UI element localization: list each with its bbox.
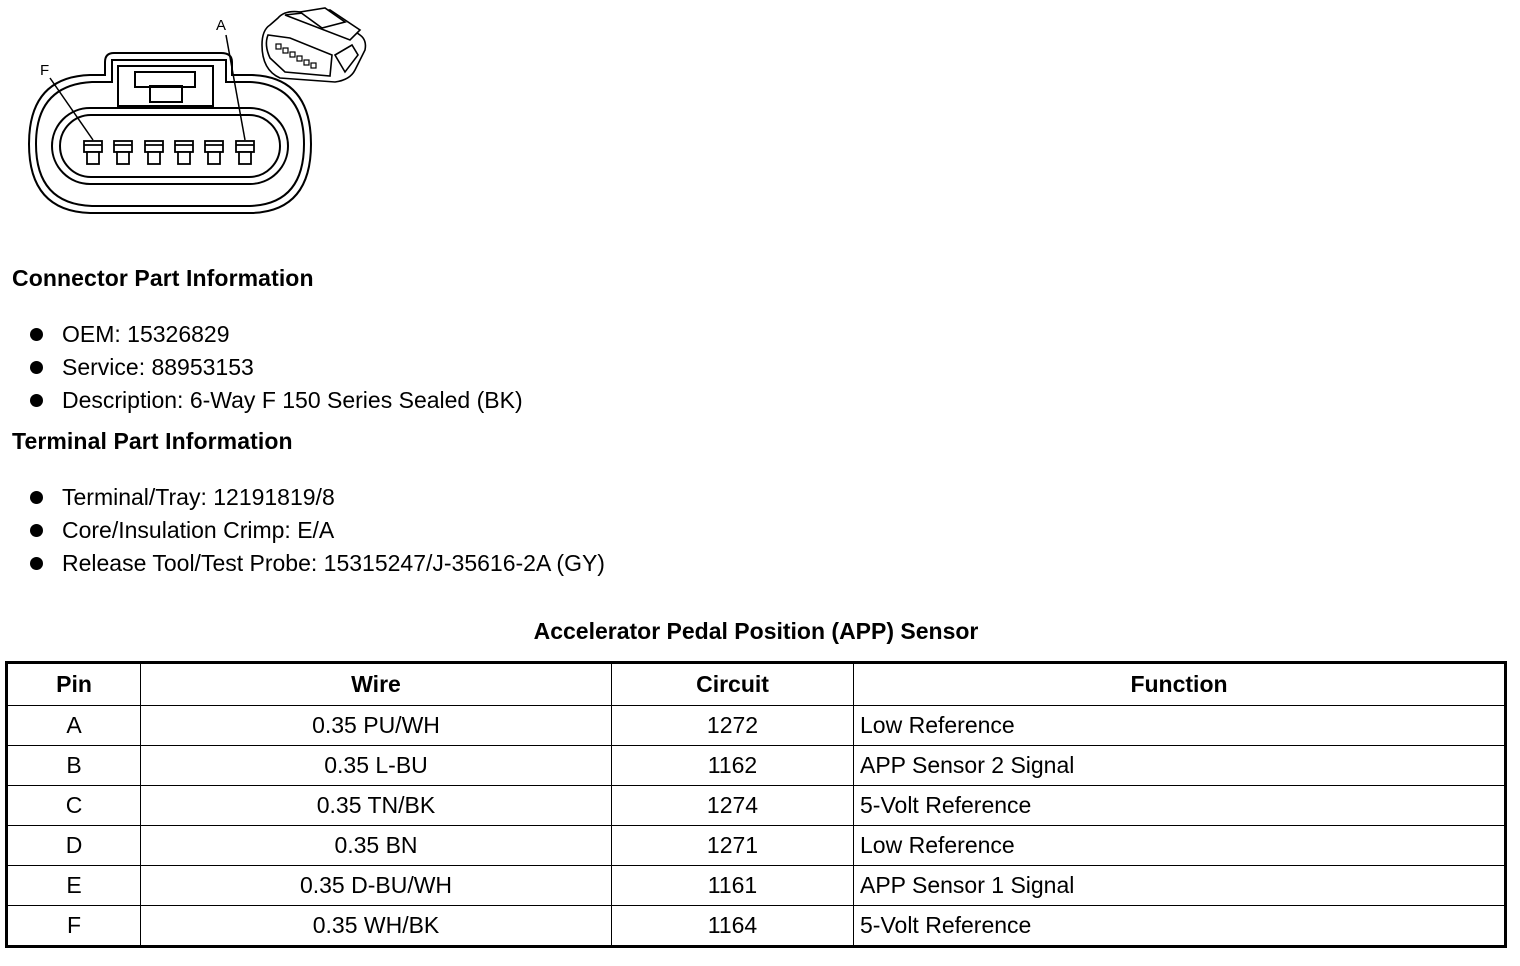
pin-terminals xyxy=(84,141,254,164)
table-row xyxy=(7,746,1506,786)
cell-circuit: 1272 xyxy=(612,706,854,746)
header-pin: Pin xyxy=(7,663,141,706)
cell-pin: D xyxy=(7,826,141,866)
terminal-b xyxy=(205,141,223,164)
cell-pin: B xyxy=(7,746,141,786)
table-row xyxy=(7,786,1506,826)
cell-wire: 0.35 BN xyxy=(141,826,612,866)
table-row xyxy=(7,866,1506,906)
list-item-crimp: Core/Insulation Crimp: E/A xyxy=(28,514,605,547)
cell-wire: 0.35 WH/BK xyxy=(141,906,612,947)
header-circuit: Circuit xyxy=(612,663,854,706)
cell-function: 5-Volt Reference xyxy=(854,906,1506,947)
cell-circuit: 1161 xyxy=(612,866,854,906)
pin-label-a: A xyxy=(216,17,227,34)
header-wire: Wire xyxy=(141,663,612,706)
pinout-table xyxy=(5,661,1507,948)
list-item-service: Service: 88953153 xyxy=(28,351,523,384)
connector-info-list xyxy=(28,318,523,417)
cell-function: Low Reference xyxy=(854,826,1506,866)
cell-wire: 0.35 L-BU xyxy=(141,746,612,786)
connector-diagram xyxy=(0,0,400,230)
cell-pin: C xyxy=(7,786,141,826)
cell-function: APP Sensor 1 Signal xyxy=(854,866,1506,906)
cell-circuit: 1271 xyxy=(612,826,854,866)
cell-function: Low Reference xyxy=(854,706,1506,746)
cell-circuit: 1162 xyxy=(612,746,854,786)
connector-perspective xyxy=(262,8,365,82)
table-title: Accelerator Pedal Position (APP) Sensor xyxy=(533,618,979,644)
connector-outline xyxy=(29,53,311,213)
table-header-row xyxy=(7,663,1506,706)
list-item-oem: OEM: 15326829 xyxy=(28,318,523,351)
terminal-a xyxy=(236,141,254,164)
cell-wire: 0.35 D-BU/WH xyxy=(141,866,612,906)
list-item-description: Description: 6-Way F 150 Series Sealed (BK) xyxy=(28,384,523,417)
header-function: Function xyxy=(854,663,1506,706)
pin-label-f: F xyxy=(40,62,50,79)
terminal-c xyxy=(175,141,193,164)
cell-pin: E xyxy=(7,866,141,906)
list-item-terminal-tray: Terminal/Tray: 12191819/8 xyxy=(28,481,605,514)
list-item-release-tool: Release Tool/Test Probe: 15315247/J-35616-2A (GY) xyxy=(28,547,605,580)
terminal-info-list xyxy=(28,481,605,580)
connector-info-title: Connector Part Information xyxy=(12,265,314,291)
terminal-f xyxy=(84,141,102,164)
cell-function: 5-Volt Reference xyxy=(854,786,1506,826)
cell-circuit: 1274 xyxy=(612,786,854,826)
cell-function: APP Sensor 2 Signal xyxy=(854,746,1506,786)
terminal-d xyxy=(145,141,163,164)
cell-wire: 0.35 TN/BK xyxy=(141,786,612,826)
cell-pin: F xyxy=(7,906,141,947)
terminal-info-title: Terminal Part Information xyxy=(12,428,293,454)
table-row xyxy=(7,706,1506,746)
table-row xyxy=(7,906,1506,947)
cell-wire: 0.35 PU/WH xyxy=(141,706,612,746)
cell-circuit: 1164 xyxy=(612,906,854,947)
terminal-e xyxy=(114,141,132,164)
table-row xyxy=(7,826,1506,866)
cell-pin: A xyxy=(7,706,141,746)
